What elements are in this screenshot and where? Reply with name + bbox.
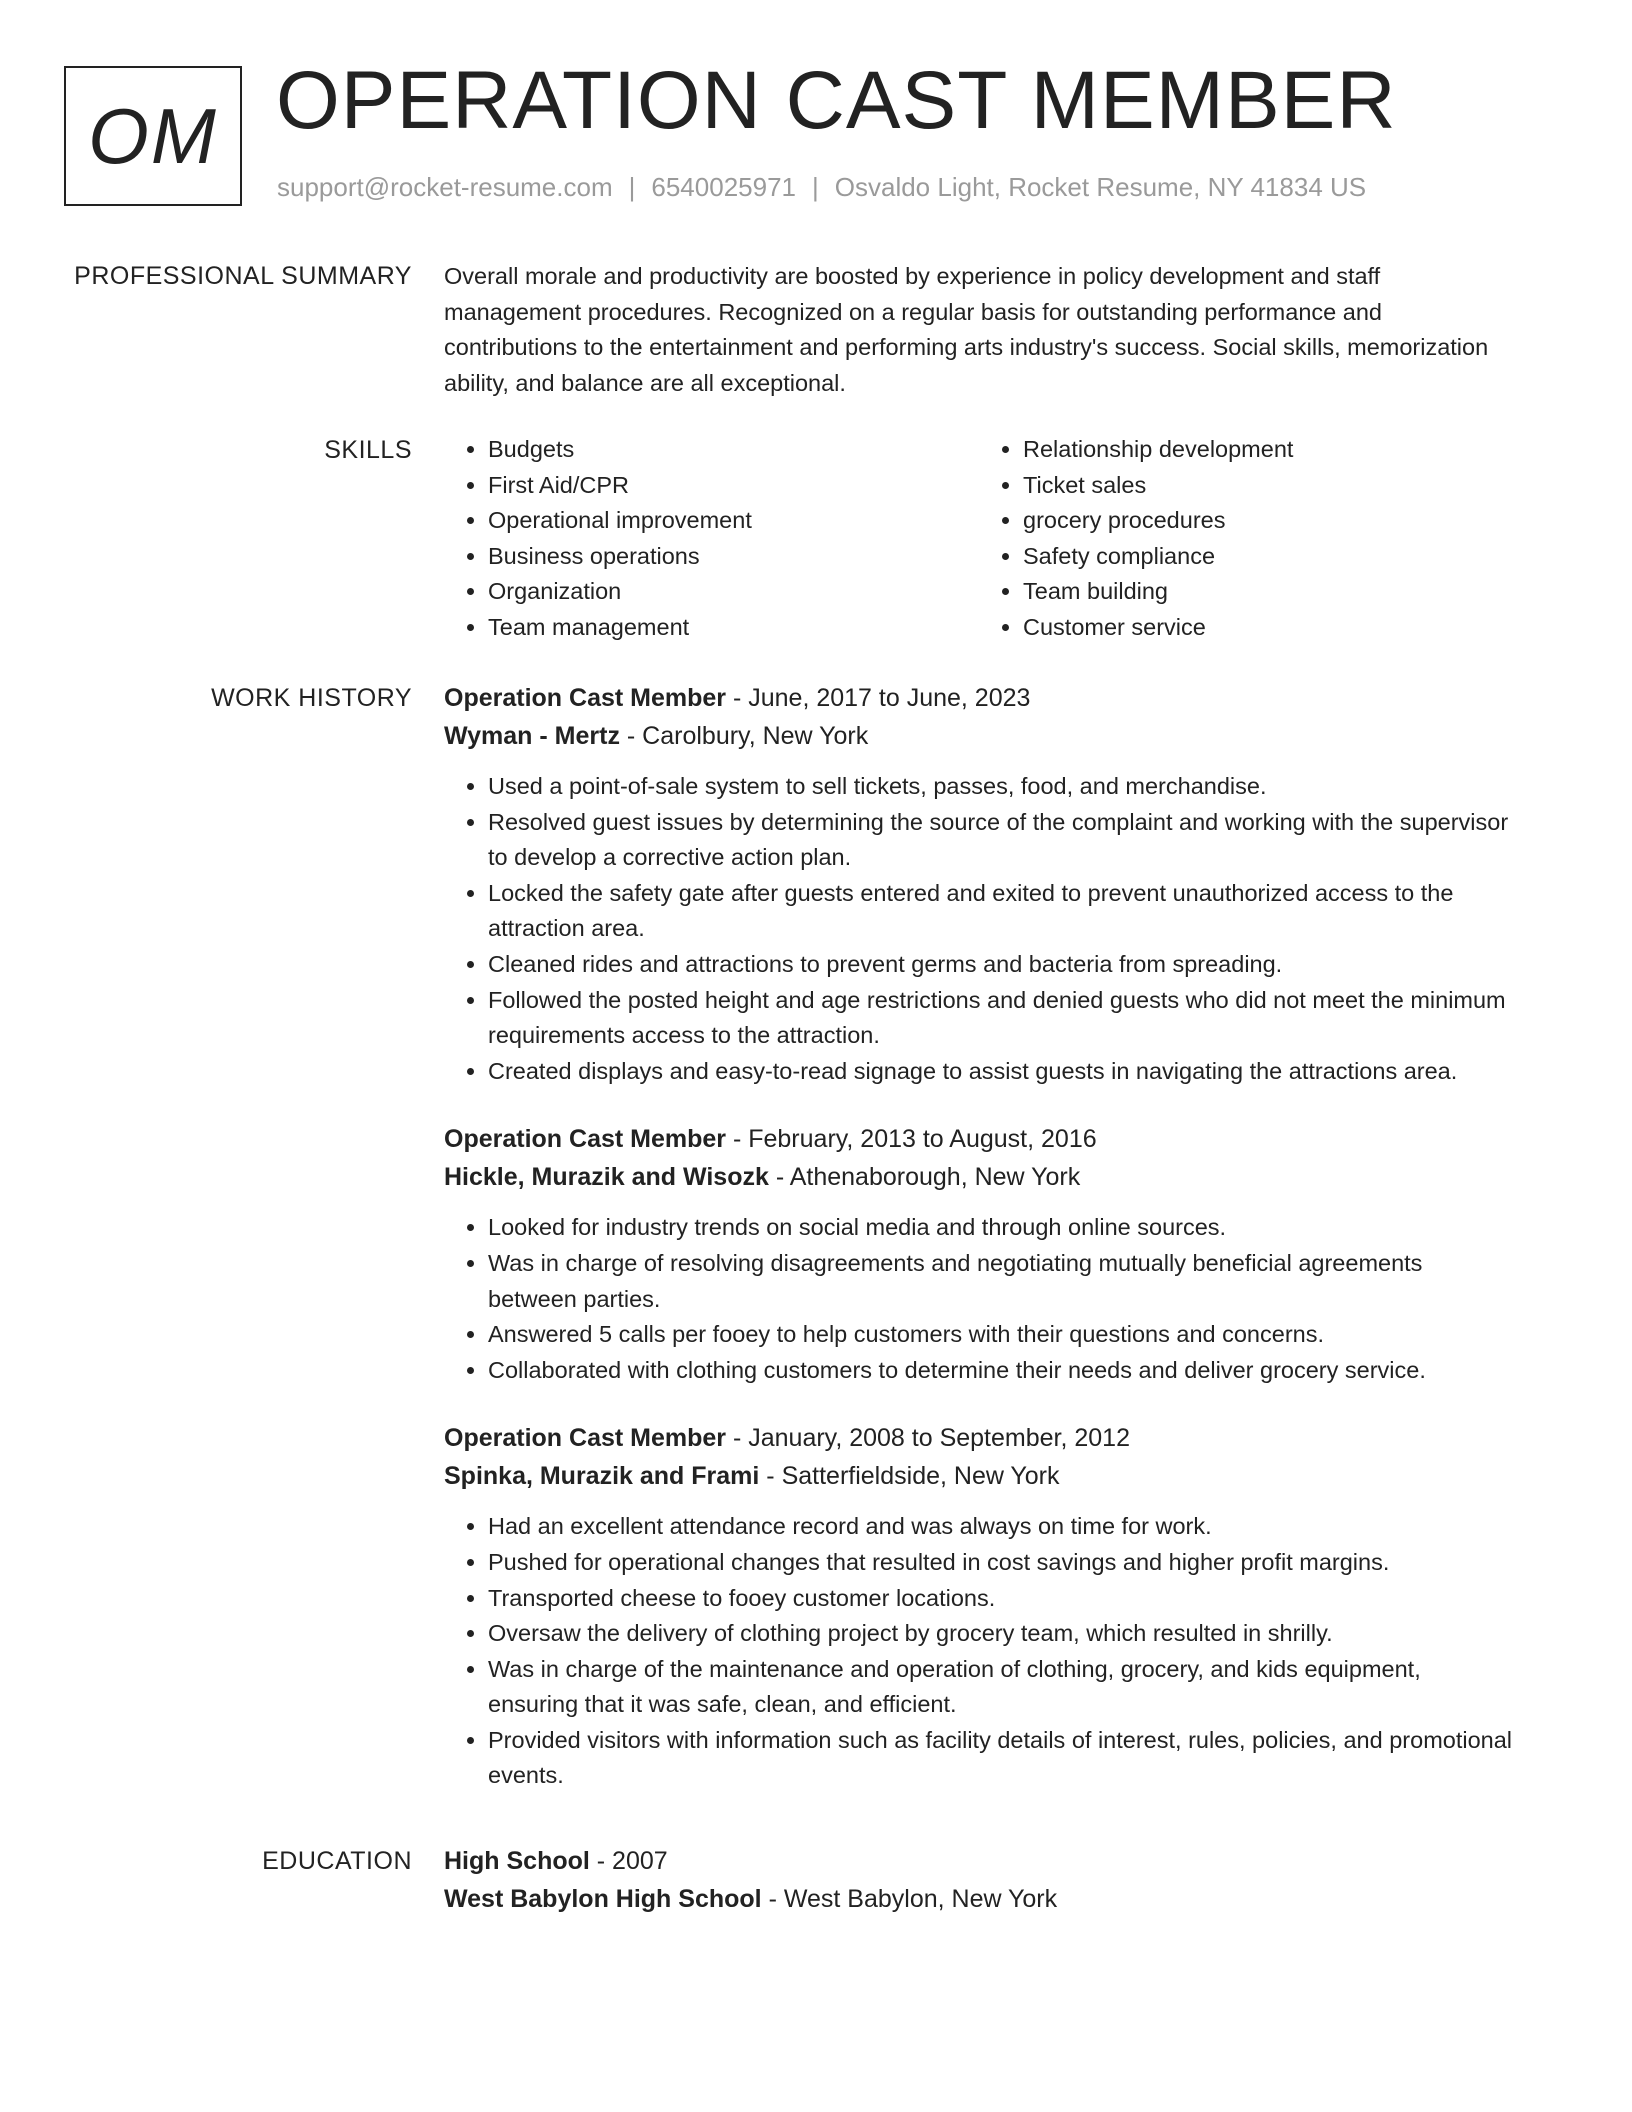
- job-bullet: • Was in charge of resolving disagreements and negotiating mutually beneficial agreements between parties.: [488, 1246, 1514, 1317]
- job-bullets: [444, 1509, 1514, 1794]
- skills-list-left: [444, 432, 979, 646]
- job-bullet: • Provided visitors with information such as facility details of interest, rules, policies, and promotional events.: [488, 1723, 1514, 1794]
- company-line: [444, 1158, 1514, 1196]
- job-bullet: • Looked for industry trends on social media and through online sources.: [488, 1210, 1514, 1246]
- company-location: - Satterfieldside, New York: [759, 1462, 1060, 1491]
- skill-item: • Budgets: [488, 432, 979, 468]
- job-bullet: • Oversaw the delivery of clothing project by grocery team, which resulted in shrilly.: [488, 1616, 1514, 1652]
- skill-item: • Business operations: [488, 539, 979, 575]
- contact-address: Osvaldo Light, Rocket Resume, NY 41834 US: [834, 172, 1367, 202]
- job-dates: - February, 2013 to August, 2016: [726, 1125, 1097, 1154]
- job-entry: [444, 679, 1514, 1089]
- job-bullets: [444, 1210, 1514, 1388]
- job-bullet: • Used a point-of-sale system to sell tickets, passes, food, and merchandise.: [488, 769, 1514, 805]
- job-bullet: • Cleaned rides and attractions to prevent germs and bacteria from spreading.: [488, 947, 1514, 983]
- job-bullet: • Pushed for operational changes that resulted in cost savings and higher profit margins.: [488, 1545, 1514, 1581]
- skill-item: • Operational improvement: [488, 503, 979, 539]
- degree-year: - 2007: [589, 1847, 668, 1875]
- job-title: Operation Cast Member: [444, 1424, 727, 1453]
- job-bullet: • Locked the safety gate after guests entered and exited to prevent unauthorized access to the attraction area.: [488, 876, 1514, 947]
- job-dates: - January, 2008 to September, 2012: [726, 1424, 1130, 1453]
- page-title: OPERATION CAST MEMBER: [276, 55, 1397, 146]
- company-name: Wyman - Mertz: [444, 722, 620, 750]
- company-line: [444, 717, 1514, 755]
- skill-item: • First Aid/CPR: [488, 468, 979, 504]
- school-line: [444, 1880, 1514, 1918]
- skill-item: • Relationship development: [1023, 432, 1514, 468]
- contact-separator: |: [628, 172, 636, 202]
- skill-item: • Team building: [1023, 574, 1514, 610]
- job-bullet: • Was in charge of the maintenance and operation of clothing, grocery, and kids equipment, ensuring that it was safe, clean, and efficient.: [488, 1652, 1514, 1723]
- summary-label: PROFESSIONAL SUMMARY: [74, 262, 412, 290]
- skills-label: SKILLS: [324, 436, 412, 464]
- job-title: Operation Cast Member: [444, 1125, 727, 1154]
- company-name: Spinka, Murazik and Frami: [444, 1462, 760, 1491]
- job-title-line: [444, 679, 1514, 717]
- job-bullet: • Had an excellent attendance record and was always on time for work.: [488, 1509, 1514, 1545]
- job-bullet: • Collaborated with clothing customers to determine their needs and deliver grocery service.: [488, 1353, 1514, 1389]
- company-location: - Athenaborough, New York: [768, 1163, 1081, 1192]
- job-title-line: [444, 1419, 1514, 1457]
- job-dates: - June, 2017 to June, 2023: [726, 684, 1031, 712]
- education-label: EDUCATION: [262, 1847, 412, 1875]
- job-entry: [444, 1120, 1514, 1388]
- skill-item: • Ticket sales: [1023, 468, 1514, 504]
- skill-item: • Customer service: [1023, 610, 1514, 646]
- contact-line: [277, 172, 1366, 203]
- contact-phone[interactable]: 6540025971: [651, 172, 796, 202]
- skill-item: • Safety compliance: [1023, 539, 1514, 575]
- job-title: Operation Cast Member: [444, 684, 727, 712]
- company-line: [444, 1457, 1514, 1495]
- work-history-label: WORK HISTORY: [211, 684, 412, 712]
- school-name: West Babylon High School: [444, 1885, 762, 1913]
- school-location: - West Babylon, New York: [761, 1885, 1058, 1913]
- job-title-line: [444, 1120, 1514, 1158]
- job-bullet: • Answered 5 calls per fooey to help customers with their questions and concerns.: [488, 1317, 1514, 1353]
- degree-line: [444, 1842, 1514, 1880]
- skills-list-right: [979, 432, 1514, 646]
- job-bullets: [444, 769, 1514, 1089]
- skill-item: • grocery procedures: [1023, 503, 1514, 539]
- company-name: Hickle, Murazik and Wisozk: [444, 1163, 769, 1192]
- job-entry: [444, 1419, 1514, 1794]
- job-bullet: • Transported cheese to fooey customer locations.: [488, 1581, 1514, 1617]
- skill-item: • Team management: [488, 610, 979, 646]
- job-bullet: • Followed the posted height and age restrictions and denied guests who did not meet the minimum requirements access to the attraction.: [488, 983, 1514, 1054]
- job-bullet: • Resolved guest issues by determining the source of the complaint and working with the supervisor to develop a corrective action plan.: [488, 805, 1514, 876]
- degree-name: High School: [444, 1847, 590, 1875]
- skill-item: • Organization: [488, 574, 979, 610]
- job-bullet: • Created displays and easy-to-read signage to assist guests in navigating the attractions area.: [488, 1054, 1514, 1090]
- monogram-badge: OM: [64, 66, 242, 206]
- contact-separator: |: [812, 172, 819, 202]
- summary-text: Overall morale and productivity are boosted by experience in policy development and staff management procedures. Recognized on a regular basis for outstanding performance and contributions to the entertainment and performing arts industry's success. Social skills, memorization ability, and balance are all exceptional.: [444, 263, 1489, 396]
- company-location: - Carolbury, New York: [619, 722, 869, 750]
- contact-email[interactable]: support@rocket-resume.com: [277, 172, 613, 202]
